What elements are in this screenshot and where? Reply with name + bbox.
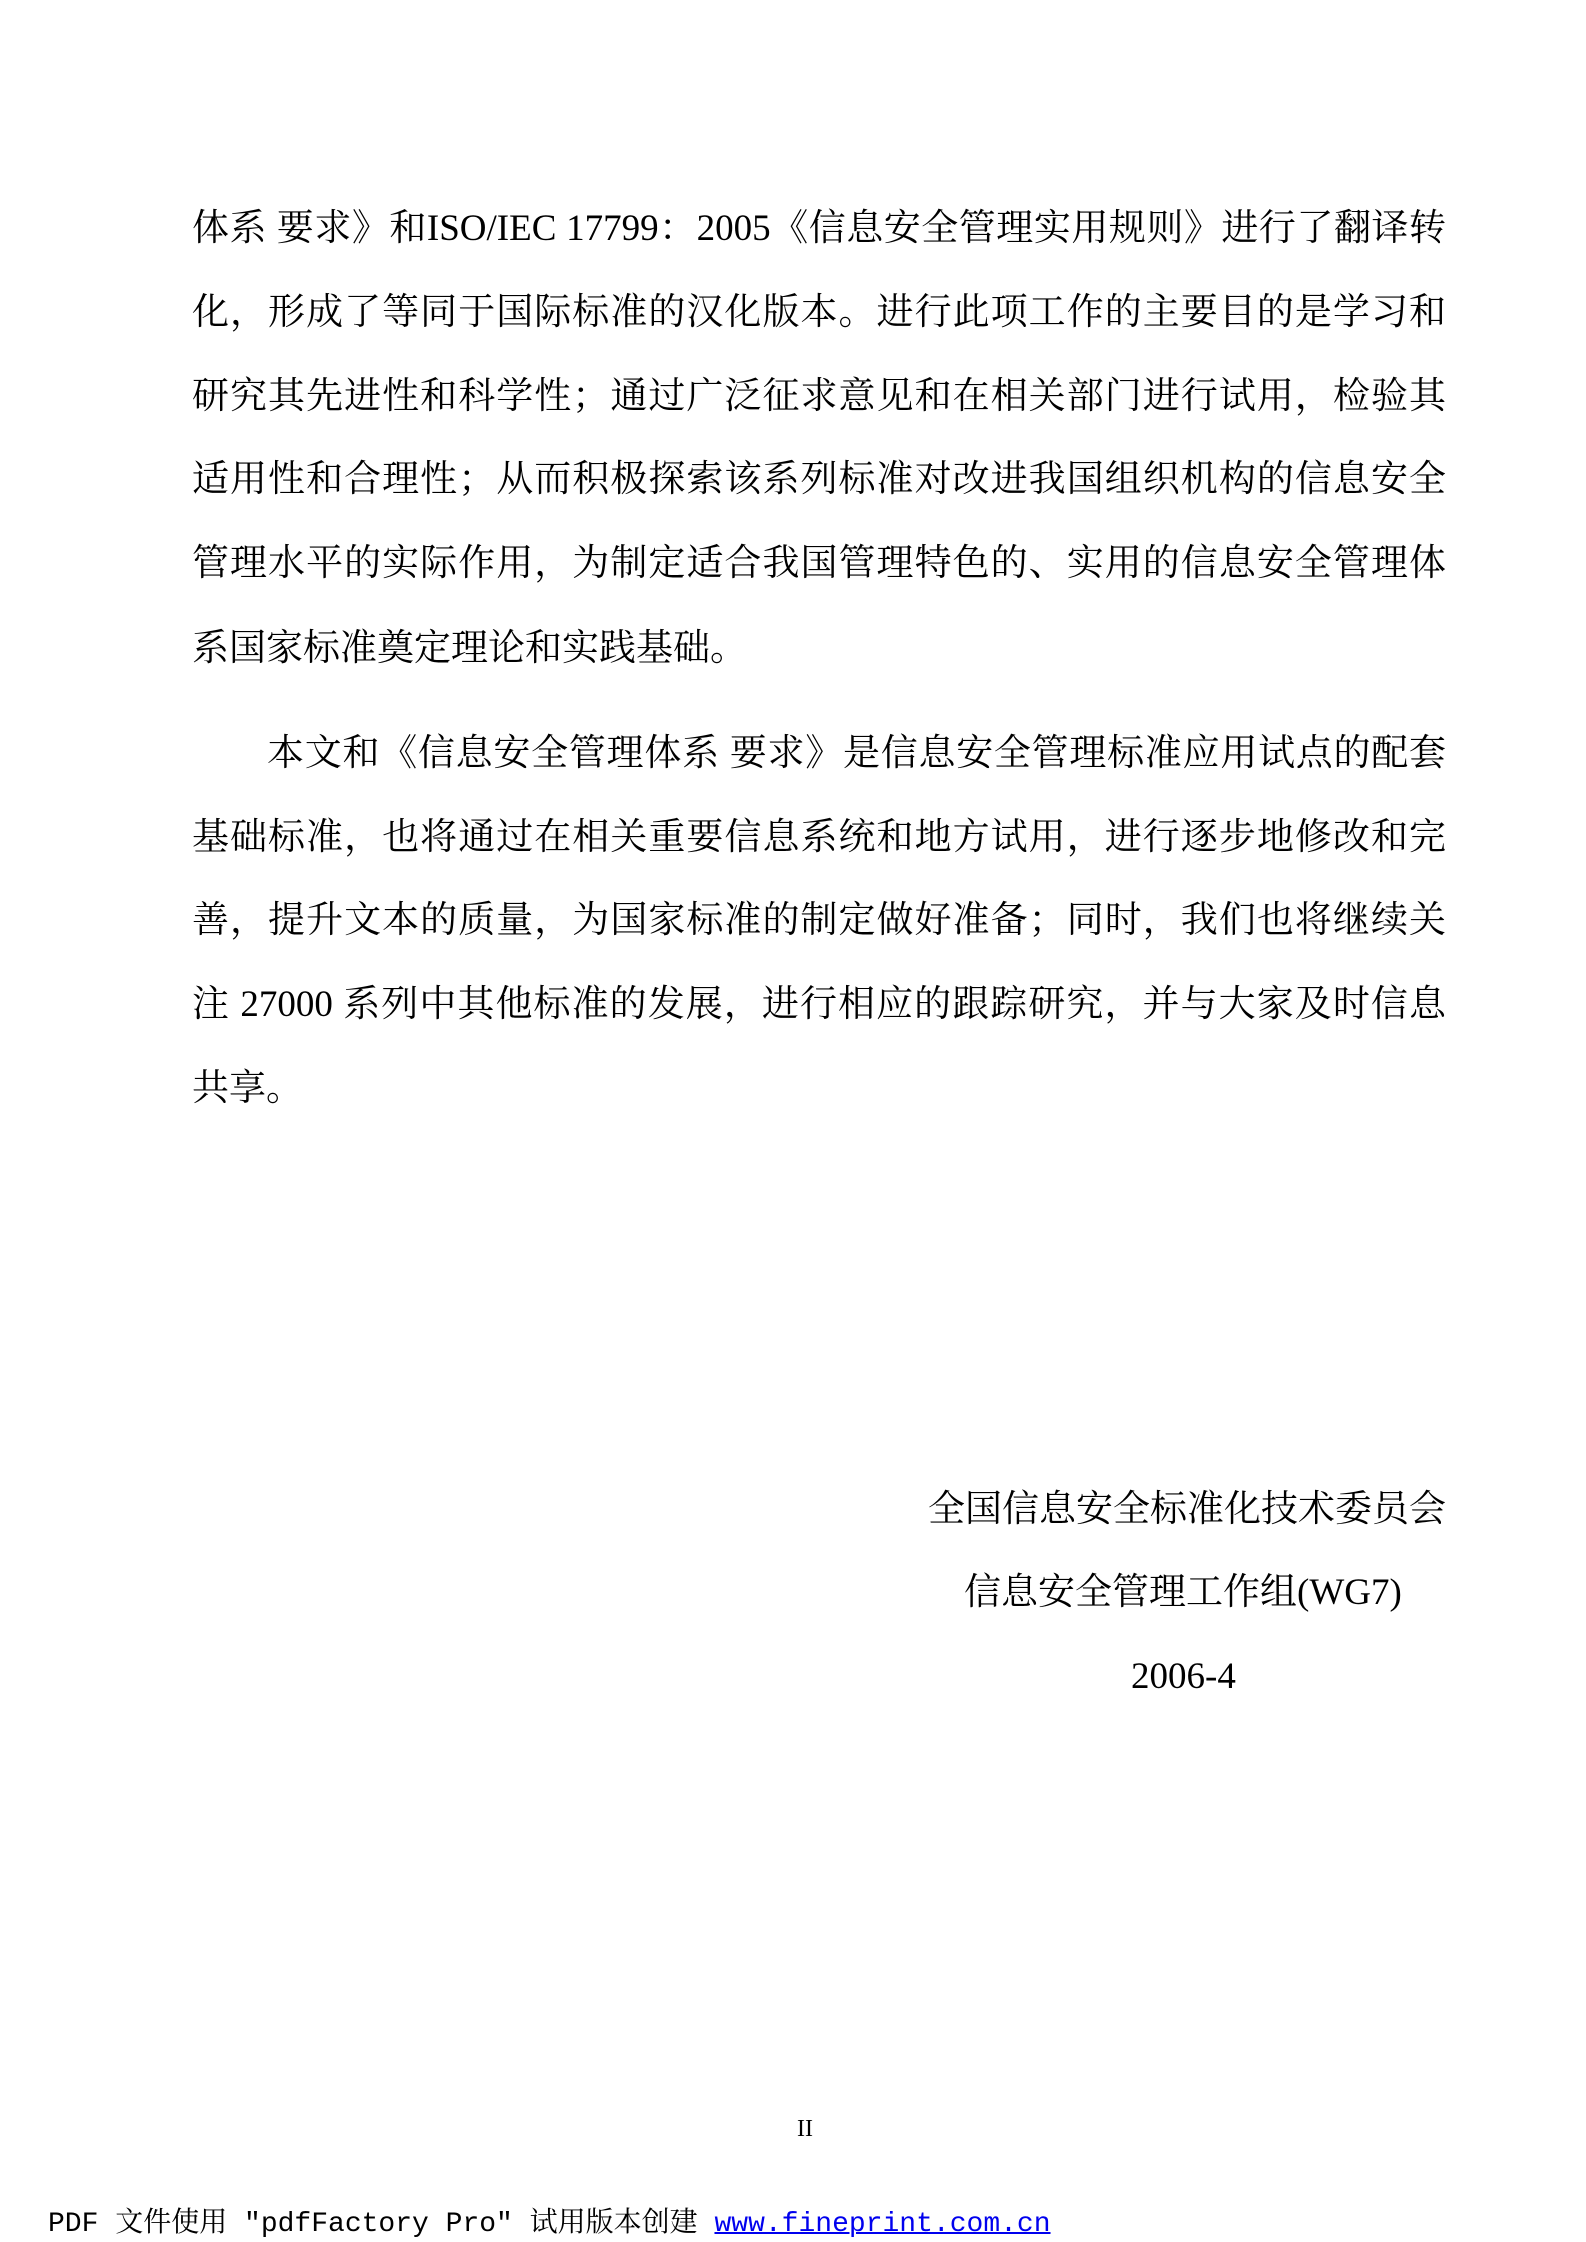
signature-date: 2006-4 [1131, 1656, 1236, 1697]
text-line: 善，提升文本的质量，为国家标准的制定做好准备；同时，我们也将继续关 [192, 900, 1446, 941]
signature-organization: 全国信息安全标准化技术委员会 [928, 1489, 1446, 1530]
pdf-footer [48, 2200, 1051, 2240]
text-line: 基础标准，也将通过在相关重要信息系统和地方试用，进行逐步地修改和完 [192, 817, 1446, 858]
text-line: 适用性和合理性；从而积极探索该系列标准对改进我国组织机构的信息安全 [192, 459, 1446, 500]
text-line: 研究其先进性和科学性；通过广泛征求意见和在相关部门进行试用，检验其 [192, 376, 1446, 417]
text-line: 化，形成了等同于国际标准的汉化版本。进行此项工作的主要目的是学习和 [192, 292, 1446, 333]
text-line: 系国家标准奠定理论和实践基础。 [192, 628, 747, 669]
text-line: 共享。 [192, 1068, 303, 1109]
text-line: 本文和《信息安全管理体系 要求》是信息安全管理标准应用试点的配套 [267, 733, 1446, 774]
text-line: 注 27000 系列中其他标准的发展，进行相应的跟踪研究，并与大家及时信息 [192, 984, 1446, 1025]
text-line: 体系 要求》和ISO/IEC 17799：2005《信息安全管理实用规则》进行了翻译转 [192, 208, 1446, 249]
footer-text: PDF 文件使用 "pdfFactory Pro" 试用版本创建 [48, 2209, 715, 2240]
text-line: 管理水平的实际作用，为制定适合我国管理特色的、实用的信息安全管理体 [192, 543, 1446, 584]
fineprint-link[interactable]: www.fineprint.com.cn [714, 2209, 1051, 2240]
page-number: II [797, 2116, 813, 2142]
signature-group: 信息安全管理工作组(WG7) [964, 1572, 1402, 1613]
